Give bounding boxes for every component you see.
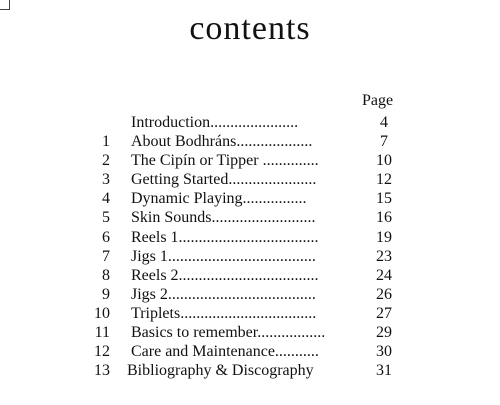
toc-number: 10 xyxy=(94,304,110,322)
toc-entry: Triplets.................................. xyxy=(131,304,317,322)
toc-row xyxy=(0,361,500,380)
toc-number: 13 xyxy=(94,362,110,380)
toc-entry: Dynamic Playing................ xyxy=(131,190,307,208)
toc-number: 1 xyxy=(102,133,110,151)
toc-number: 12 xyxy=(94,343,110,361)
toc-page: 23 xyxy=(376,247,392,265)
toc-page: 29 xyxy=(376,324,392,342)
toc-number: 5 xyxy=(102,209,110,227)
toc-row xyxy=(0,304,500,323)
toc-number: 9 xyxy=(102,285,110,303)
toc-number: 6 xyxy=(102,228,110,246)
toc-entry: Reels 2................................... xyxy=(131,266,319,284)
toc-entry: Care and Maintenance........... xyxy=(131,343,319,361)
toc-page: 26 xyxy=(376,285,392,303)
toc-entry: About Bodhráns................... xyxy=(131,133,313,151)
toc-row xyxy=(0,113,500,132)
page-column-header: Page xyxy=(362,92,394,109)
toc-number: 7 xyxy=(102,247,110,265)
toc-page: 19 xyxy=(376,228,392,246)
toc-row xyxy=(0,323,500,342)
toc-page: 7 xyxy=(380,133,388,151)
toc-page: 27 xyxy=(376,304,392,322)
toc-page: 10 xyxy=(376,152,392,170)
toc-number: 3 xyxy=(102,171,110,189)
page-title: contents xyxy=(189,10,311,47)
toc-entry: Bibliography & Discography xyxy=(127,362,314,380)
toc-number: 11 xyxy=(94,324,110,342)
toc-row xyxy=(0,170,500,189)
toc-row xyxy=(0,247,500,266)
toc-entry: Jigs 2..................................... xyxy=(131,285,316,303)
toc-entry: Basics to remember................. xyxy=(131,324,326,342)
toc-entry: The Cipín or Tipper .............. xyxy=(131,152,319,170)
toc-entry: Getting Started...................... xyxy=(131,171,317,189)
toc-number: 4 xyxy=(102,190,110,208)
toc-row xyxy=(0,189,500,208)
toc-page: 16 xyxy=(376,209,392,227)
toc-entry: Skin Sounds.......................... xyxy=(131,209,316,227)
toc-page: 15 xyxy=(376,190,392,208)
toc-page: 30 xyxy=(376,343,392,361)
toc-entry: Reels 1................................... xyxy=(131,228,319,246)
toc-row xyxy=(0,208,500,227)
corner-rule xyxy=(0,0,10,10)
toc-row xyxy=(0,342,500,361)
toc-number: 2 xyxy=(102,152,110,170)
toc-row xyxy=(0,266,500,285)
toc-number: 8 xyxy=(102,266,110,284)
table-of-contents xyxy=(0,113,500,380)
toc-page: 31 xyxy=(376,362,392,380)
toc-row xyxy=(0,285,500,304)
toc-page: 4 xyxy=(380,114,388,131)
toc-page: 12 xyxy=(376,171,392,189)
toc-entry: Jigs 1..................................... xyxy=(131,247,316,265)
toc-row xyxy=(0,151,500,170)
toc-row xyxy=(0,132,500,151)
toc-page: 24 xyxy=(376,266,392,284)
toc-entry: Introduction...................... xyxy=(131,114,299,131)
toc-row xyxy=(0,228,500,247)
